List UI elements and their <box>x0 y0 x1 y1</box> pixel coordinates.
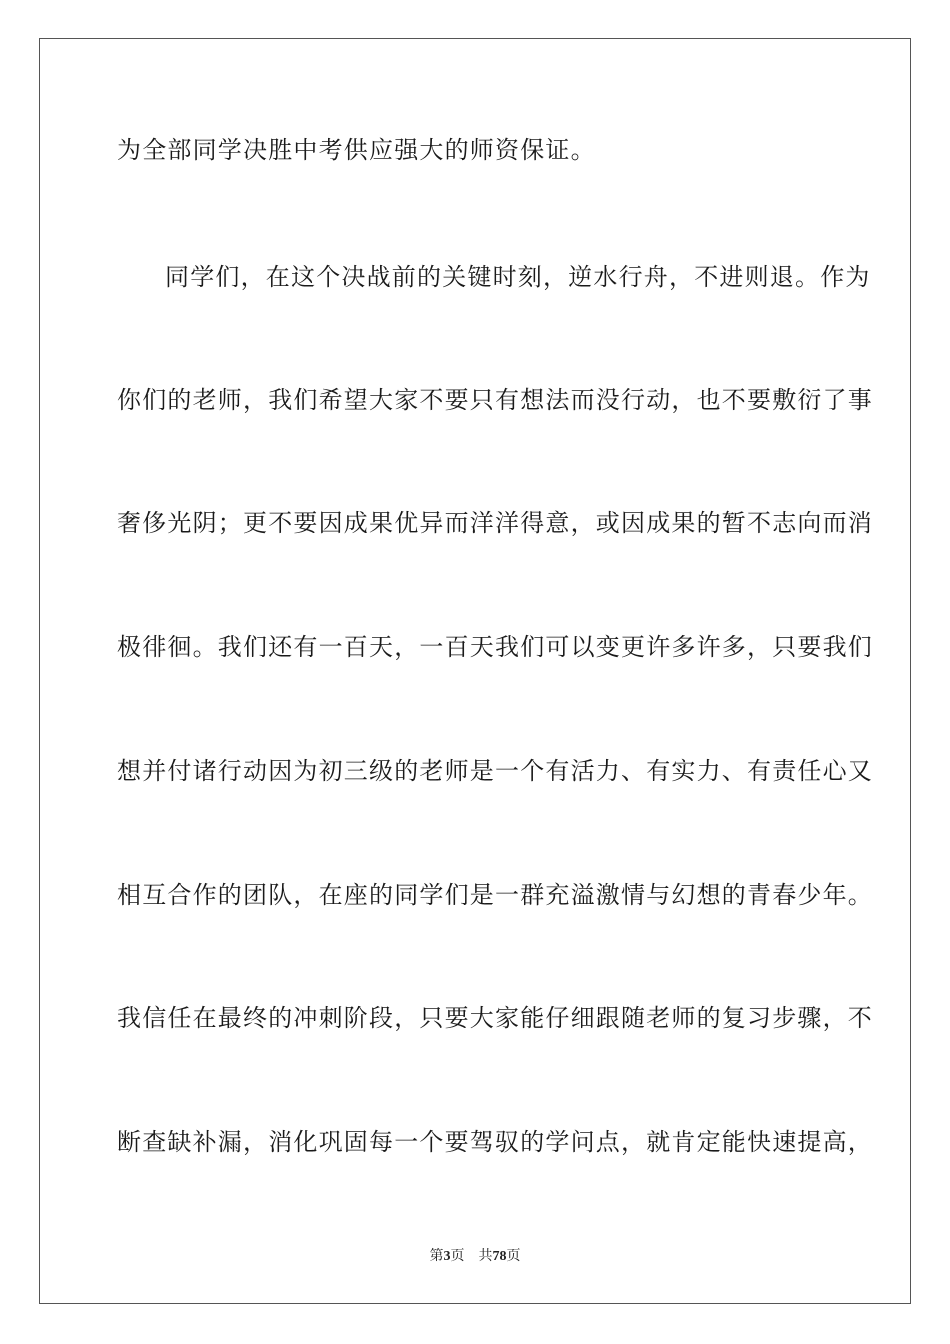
total-prefix: 共 <box>478 1248 493 1264</box>
text-line: 想并付诸行动因为初三级的老师是一个有活力、有实力、有责任心又 <box>117 757 873 785</box>
text-line: 极徘徊。我们还有一百天，一百天我们可以变更许多许多，只要我们 <box>117 633 873 661</box>
total-suffix: 页 <box>506 1248 521 1264</box>
page-number: 3 <box>443 1249 451 1264</box>
paragraph-start-line: 同学们，在这个决战前的关键时刻，逆水行舟，不进则退。作为 <box>165 263 871 291</box>
text-line: 断查缺补漏，消化巩固每一个要驾驭的学问点，就肯定能快速提高， <box>117 1128 873 1156</box>
page-suffix: 页 <box>450 1248 465 1264</box>
page-footer <box>0 1247 950 1266</box>
text-line: 为全部同学决胜中考供应强大的师资保证。 <box>117 136 596 164</box>
text-line: 相互合作的团队，在座的同学们是一群充溢激情与幻想的青春少年。 <box>117 881 873 909</box>
page-border <box>39 38 911 1304</box>
total-pages: 78 <box>492 1249 507 1264</box>
text-line: 我信任在最终的冲刺阶段，只要大家能仔细跟随老师的复习步骤，不 <box>117 1004 873 1032</box>
text-line: 你们的老师，我们希望大家不要只有想法而没行动，也不要敷衍了事 <box>117 386 873 414</box>
text-line: 奢侈光阴；更不要因成果优异而洋洋得意，或因成果的暂不志向而消 <box>117 509 873 537</box>
page-prefix: 第 <box>429 1248 444 1264</box>
